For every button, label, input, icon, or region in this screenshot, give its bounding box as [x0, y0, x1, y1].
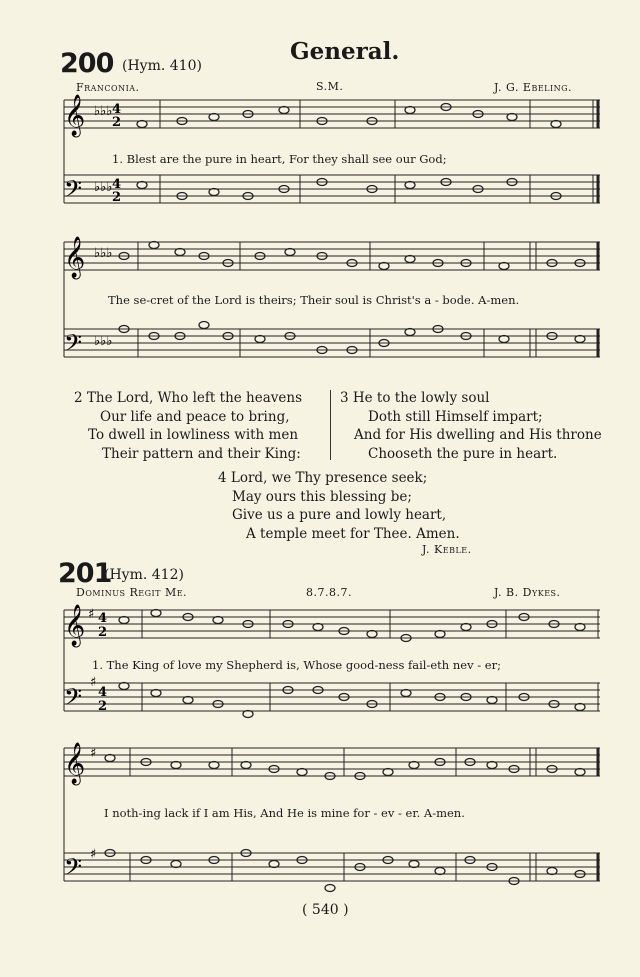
svg-text:𝄢: 𝄢: [64, 683, 83, 716]
page-heading: General.: [290, 38, 400, 65]
svg-text:𝄢: 𝄢: [64, 329, 83, 362]
svg-text:𝄞: 𝄞: [64, 237, 86, 278]
verse-line: And for His dwelling and His throne: [354, 427, 602, 443]
hymn-200-verse-2: [74, 389, 302, 463]
verse-line: To dwell in lowliness with men: [88, 427, 299, 443]
hymn-201-meter: 8.7.8.7.: [306, 586, 352, 599]
svg-text:2: 2: [98, 699, 108, 714]
svg-text:2: 2: [112, 115, 122, 130]
hymn-200-lyric-line-2: The se-cret of the Lord is theirs; Their soul is Christ's a - bode. A-men.: [108, 293, 520, 307]
hymn-200-meter: S.M.: [316, 80, 344, 93]
hymn-200-verse-4: [218, 469, 460, 543]
music-system: [0, 237, 640, 377]
svg-text:𝄢: 𝄢: [64, 853, 83, 886]
svg-text:♭♭♭: ♭♭♭: [94, 104, 113, 119]
hymn-201-lyric-line-2: I noth-ing lack if I am His, And He is mine for - ev - er. A-men.: [104, 806, 465, 820]
svg-text:2: 2: [98, 625, 108, 640]
svg-text:♯: ♯: [90, 847, 97, 862]
hymn-200-tune: Franconia.: [76, 81, 140, 94]
hymn-201-ref: (Hym. 412): [104, 567, 184, 583]
hymn-200-composer: J. G. Ebeling.: [494, 81, 573, 94]
verse-line: May ours this blessing be;: [232, 488, 412, 505]
verse-line: Doth still Himself impart;: [368, 408, 543, 425]
hymn-200-verse-3: [340, 389, 602, 463]
hymn-200-ref: (Hym. 410): [122, 58, 202, 74]
hymn-200-number: 200: [60, 48, 114, 79]
verse-line: 4 Lord, we Thy presence seek;: [218, 470, 428, 486]
page-number: ( 540 ): [302, 902, 349, 918]
verse-divider: [330, 390, 331, 460]
hymn-200-lyric-line-1: 1. Blest are the pure in heart, For they shall see our God;: [112, 152, 447, 166]
verse-line: 2 The Lord, Who left the heavens: [74, 390, 303, 406]
svg-text:4: 4: [112, 177, 122, 192]
verse-line: Our life and peace to bring,: [100, 408, 290, 425]
hymn-201-composer: J. B. Dykes.: [494, 586, 561, 599]
svg-text:4: 4: [98, 685, 108, 700]
verse-line: A temple meet for Thee. Amen.: [246, 525, 460, 542]
svg-text:4: 4: [98, 611, 108, 626]
svg-text:𝄢: 𝄢: [64, 175, 83, 208]
svg-text:♯: ♯: [88, 607, 95, 622]
hymn-201-number: 201: [58, 558, 112, 589]
svg-text:𝄞: 𝄞: [64, 743, 86, 784]
svg-text:4: 4: [112, 102, 122, 117]
verse-line: Chooseth the pure in heart.: [368, 445, 558, 462]
svg-text:𝄞: 𝄞: [64, 605, 86, 646]
hymn-201-lyric-line-1: 1. The King of love my Shepherd is, Whose good-ness fail-eth nev - er;: [92, 658, 501, 672]
verse-line: 3 He to the lowly soul: [340, 390, 490, 406]
svg-text:♯: ♯: [90, 746, 97, 761]
svg-text:𝄞: 𝄞: [64, 95, 86, 136]
svg-text:♭♭♭: ♭♭♭: [94, 180, 113, 195]
svg-text:♭♭♭: ♭♭♭: [94, 246, 113, 261]
verse-line: Give us a pure and lowly heart,: [232, 507, 447, 523]
svg-text:♯: ♯: [90, 675, 97, 690]
hymn-201-tune: Dominus Regit Me.: [76, 586, 188, 599]
svg-text:2: 2: [112, 190, 122, 205]
verse-line: Their pattern and their King:: [102, 445, 301, 462]
svg-text:♭♭♭: ♭♭♭: [94, 334, 113, 349]
hymn-200-author: J. Keble.: [422, 543, 472, 556]
